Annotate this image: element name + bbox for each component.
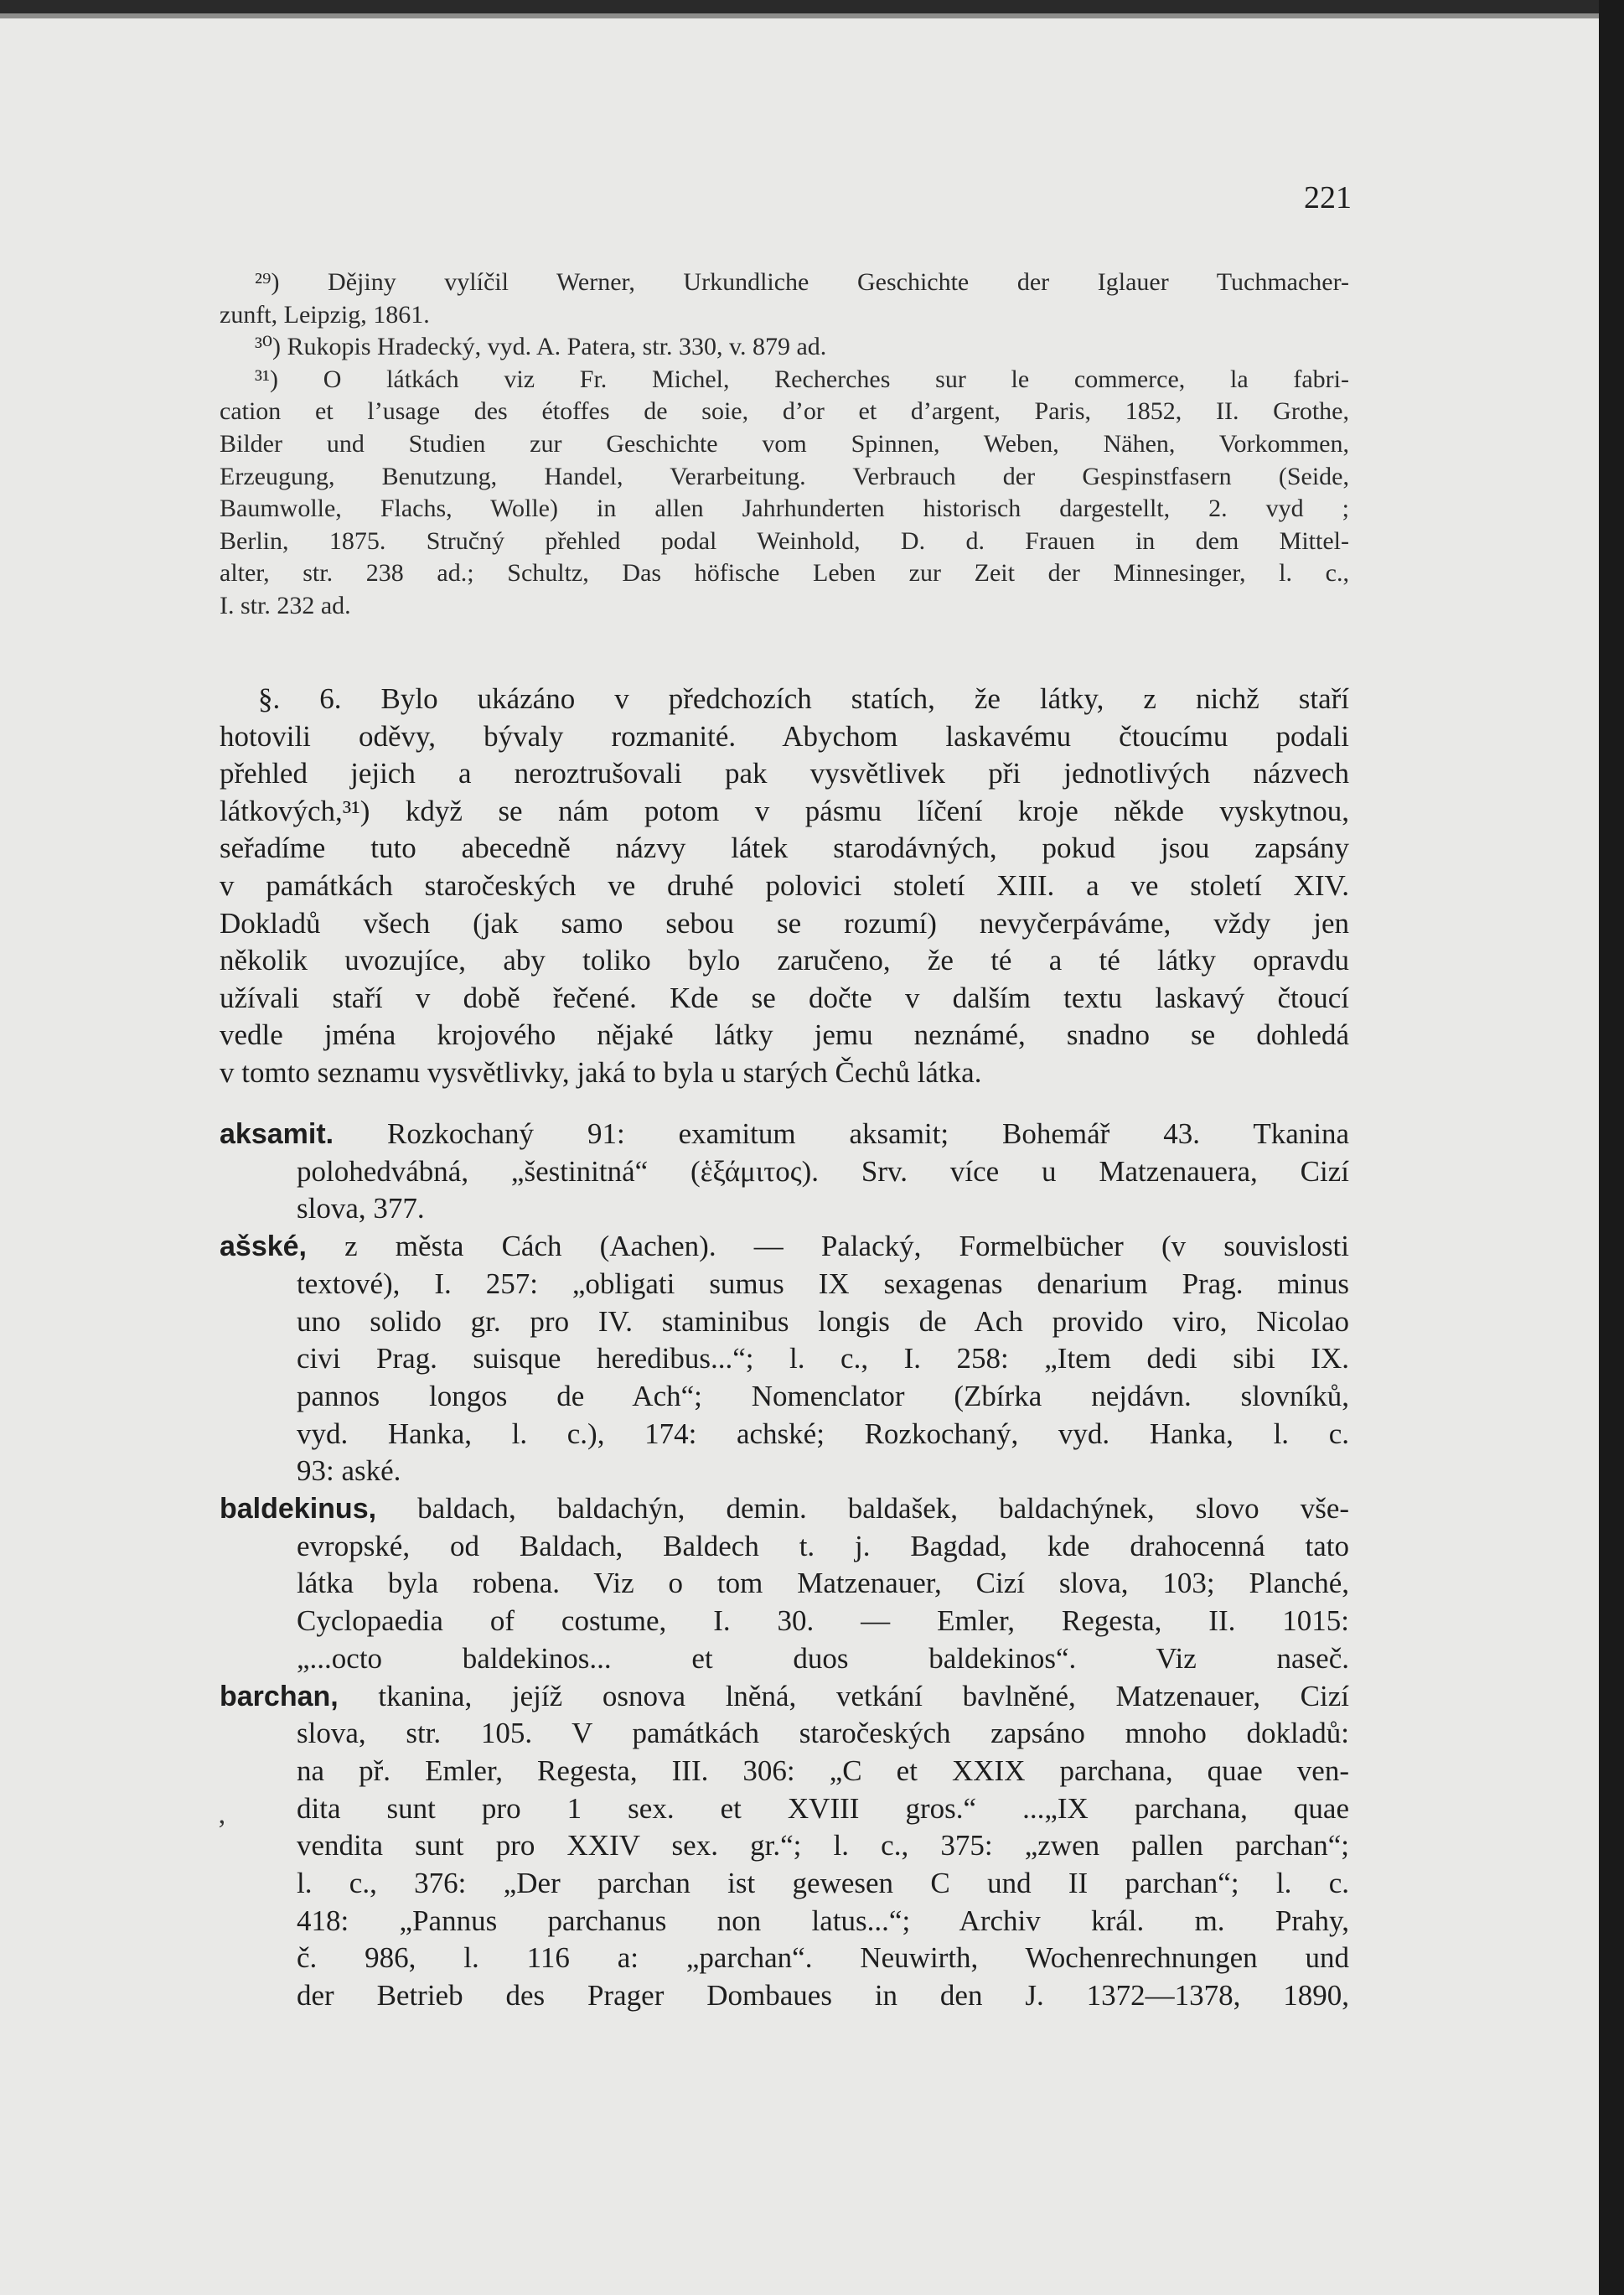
entry-line: dita sunt pro 1 sex. et XVIII gros.“ ...„IX parchana, quae xyxy=(297,1791,1349,1825)
entry-line: polohedvábná, „šestinitná“ (ἑξάμιτος). Srv. více u Matzenauera, Cizí xyxy=(297,1154,1349,1188)
scan-top-edge xyxy=(0,13,1599,18)
paragraph-line: Dokladů všech (jak samo sebou se rozumí) nevyčerpáváme, vždy jen xyxy=(220,906,1349,940)
glossary-term: baldekinus, xyxy=(220,1493,377,1526)
glossary-entry-aksamit xyxy=(220,1116,1349,1153)
entry-text: Rozkochaný 91: examitum aksamit; Bohemář 43. Tkanina xyxy=(387,1117,1350,1150)
stray-mark: ‚ xyxy=(217,1799,227,1830)
entry-line: na př. Emler, Regesta, III. 306: „C et XXIX parchana, quae ven- xyxy=(297,1754,1349,1787)
glossary-entry-asske xyxy=(220,1228,1349,1266)
glossary-entry-baldekinus xyxy=(220,1490,1349,1528)
entry-line: vendita sunt pro XXIV sex. gr.“; l. c., 375: „zwen pallen parchan“; xyxy=(297,1829,1349,1862)
entry-line: evropské, od Baldach, Baldech t. j. Bagdad, kde drahocenná tato xyxy=(297,1529,1349,1562)
paragraph-line: přehled jejich a neroztrušovali pak vysvětlivek při jednotlivých názvech xyxy=(220,757,1349,790)
footnote-line: I. str. 232 ad. xyxy=(220,591,351,619)
entry-line: Cyclopaedia of costume, I. 30. — Emler, Regesta, II. 1015: xyxy=(297,1604,1349,1638)
glossary-list xyxy=(220,1116,1349,2015)
footnote-line: Erzeugung, Benutzung, Handel, Verarbeitung. Verbrauch der Gespinstfasern (Seide, xyxy=(220,462,1349,490)
section-paragraph xyxy=(220,681,1349,1092)
footnote-line: zunft, Leipzig, 1861. xyxy=(220,300,430,329)
entry-line: civi Prag. suisque heredibus...“; l. c., I. 258: „Item dedi sibi IX. xyxy=(297,1342,1349,1375)
paragraph-line: užívali staří v době řečené. Kde se dočte v dalším textu laskavý čtoucí xyxy=(220,981,1349,1014)
entry-text: tkanina, jejíž osnova lněná, vetkání bavlněné, Matzenauer, Cizí xyxy=(378,1679,1349,1712)
footnote-line: ²⁹) Dějiny vylíčil Werner, Urkundliche Geschichte der Iglauer Tuchmacher- xyxy=(255,268,1349,296)
entry-line: 418: „Pannus parchanus non latus...“; Archiv král. m. Prahy, xyxy=(297,1904,1349,1937)
entry-text: baldach, baldachýn, demin. baldašek, baldachýnek, slovo vše- xyxy=(417,1492,1350,1526)
glossary-term: aksamit. xyxy=(220,1118,334,1150)
entry-line: textové), I. 257: „obligati sumus IX sexagenas denarium Prag. minus xyxy=(297,1267,1349,1300)
entry-line: l. c., 376: „Der parchan ist gewesen C und II parchan“; l. c. xyxy=(297,1867,1349,1900)
entry-line: vyd. Hanka, l. c.), 174: achské; Rozkochaný, vyd. Hanka, l. c. xyxy=(297,1417,1349,1450)
entry-line: látka byla robena. Viz o tom Matzenauer, Cizí slova, 103; Planché, xyxy=(297,1567,1349,1600)
glossary-term: barchan, xyxy=(220,1680,339,1712)
glossary-term: ašské, xyxy=(220,1230,307,1263)
scan-right-border xyxy=(1599,0,1624,2295)
entry-line: slova, 377. xyxy=(297,1192,425,1225)
paragraph-line: v památkách staročeských ve druhé polovici století XIII. a ve století XIV. xyxy=(220,868,1349,902)
entry-text: z města Cách (Aachen). — Palacký, Formelbücher (v souvislosti xyxy=(344,1230,1350,1263)
entry-line: pannos longos de Ach“; Nomenclator (Zbírka nejdávn. slovníků, xyxy=(297,1379,1349,1412)
glossary-entry-barchan xyxy=(220,1678,1349,1716)
page-number: 221 xyxy=(1304,180,1352,215)
paragraph-line: vedle jména krojového nějaké látky jemu neznámé, snadno se dohledá xyxy=(220,1018,1349,1052)
paragraph-line: §. 6. Bylo ukázáno v předchozích statích, že látky, z nichž staří xyxy=(258,682,1349,715)
paragraph-line: seřadíme tuto abecedně názvy látek starodávných, pokud jsou zapsány xyxy=(220,831,1349,865)
paragraph-line: několik uvozujíce, aby toliko bylo zaručeno, že té a té látky opravdu xyxy=(220,944,1349,977)
scan-top-border xyxy=(0,0,1624,13)
footnotes xyxy=(220,267,1349,623)
footnote-line: cation et l’usage des étoffes de soie, d’or et d’argent, Paris, 1852, II. Grothe, xyxy=(220,397,1349,426)
footnote-line: ³⁰) Rukopis Hradecký, vyd. A. Patera, str. 330, v. 879 ad. xyxy=(255,333,827,361)
paragraph-line: látkových,³¹) když se nám potom v pásmu líčení kroje někde vyskytnou, xyxy=(220,794,1349,827)
entry-line: der Betrieb des Prager Dombaues in den J. 1372—1378, 1890, xyxy=(297,1979,1349,2013)
footnote-line: ³¹) O látkách viz Fr. Michel, Recherches sur le commerce, la fabri- xyxy=(255,365,1349,393)
entry-line: „...octo baldekinos... et duos baldekinos“. Viz naseč. xyxy=(297,1641,1349,1675)
footnote-line: Baumwolle, Flachs, Wolle) in allen Jahrhunderten historisch dargestellt, 2. vyd ; xyxy=(220,495,1349,523)
entry-line: č. 986, l. 116 a: „parchan“. Neuwirth, Wochenrechnungen und xyxy=(297,1941,1349,1975)
footnote-line: alter, str. 238 ad.; Schultz, Das höfische Leben zur Zeit der Minnesinger, l. c., xyxy=(220,559,1349,588)
paragraph-line: v tomto seznamu vysvětlivky, jaká to byla u starých Čechů látka. xyxy=(220,1055,982,1089)
entry-line: uno solido gr. pro IV. staminibus longis de Ach provido viro, Nicolao xyxy=(297,1304,1349,1338)
entry-line: slova, str. 105. V památkách staročeských zapsáno mnoho dokladů: xyxy=(297,1717,1349,1750)
entry-line: 93: aské. xyxy=(297,1454,401,1488)
paragraph-line: hotovili oděvy, bývaly rozmanité. Abychom laskavému čtoucímu podali xyxy=(220,719,1349,753)
footnote-line: Bilder und Studien zur Geschichte vom Spinnen, Weben, Nähen, Vorkommen, xyxy=(220,429,1349,458)
footnote-line: Berlin, 1875. Stručný přehled podal Weinhold, D. d. Frauen in dem Mittel- xyxy=(220,526,1349,555)
